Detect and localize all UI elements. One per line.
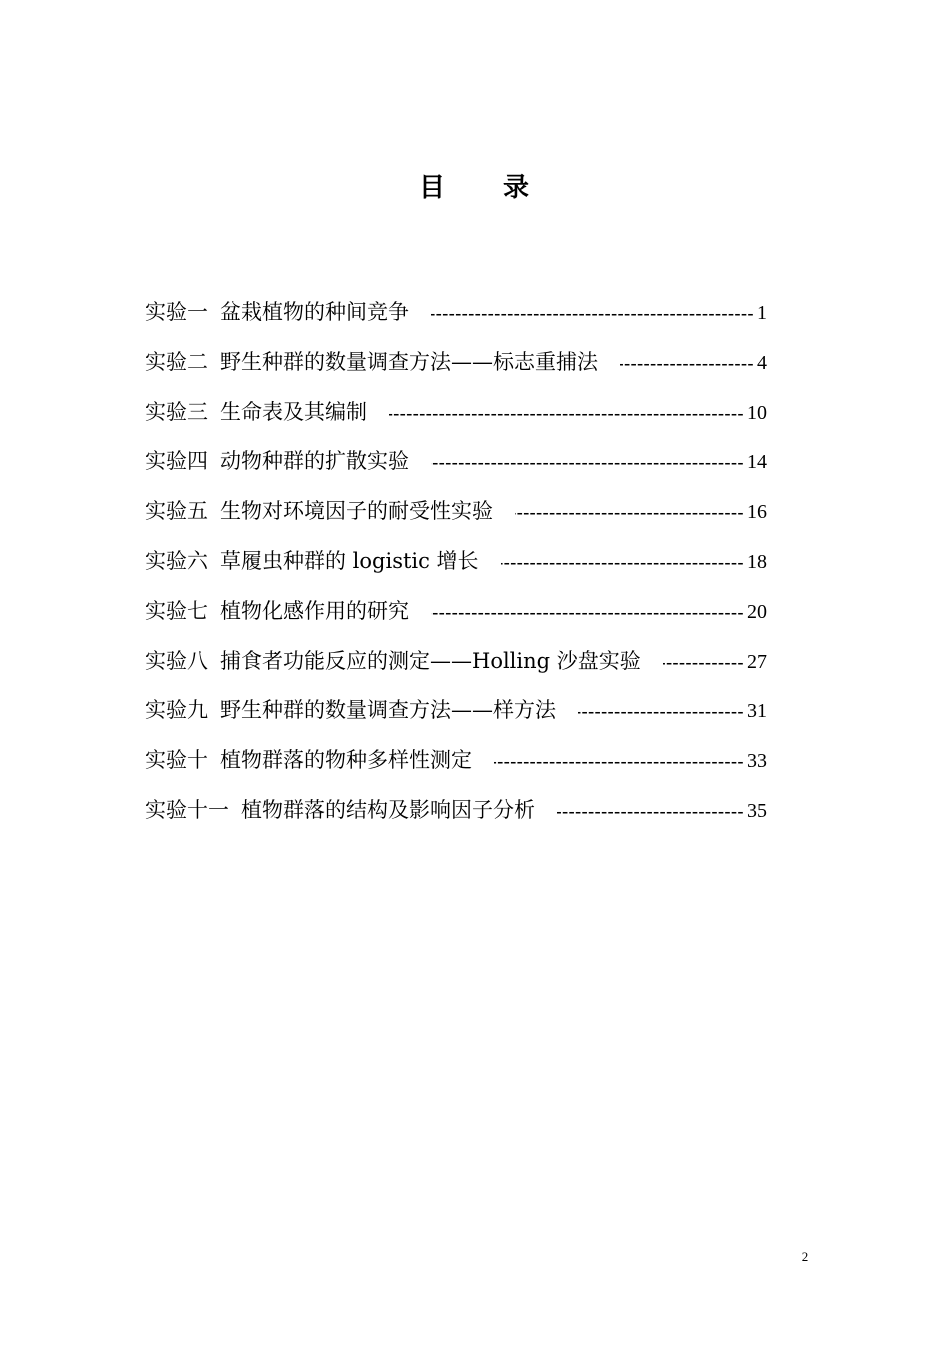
toc-entry-label bbox=[145, 292, 431, 332]
toc-entry-number: 实验十 bbox=[145, 748, 208, 773]
toc-entry-label bbox=[145, 392, 389, 432]
toc-entry-label bbox=[145, 342, 620, 382]
toc-entry[interactable] bbox=[145, 342, 767, 392]
toc-entry[interactable] bbox=[145, 690, 767, 740]
toc-dot-leader bbox=[431, 293, 754, 333]
table-of-contents bbox=[145, 292, 767, 840]
toc-dot-leader bbox=[431, 442, 744, 482]
toc-entry-number: 实验一 bbox=[145, 300, 208, 324]
toc-entry[interactable] bbox=[145, 740, 767, 790]
toc-entry-number: 实验九 bbox=[145, 698, 208, 723]
toc-entry-number: 实验五 bbox=[145, 499, 208, 524]
toc-title: 目 录 bbox=[418, 173, 531, 203]
toc-entry[interactable] bbox=[145, 392, 767, 442]
toc-dot-leader bbox=[557, 791, 744, 831]
toc-dot-leader bbox=[431, 592, 744, 632]
toc-entry-title: 植物群落的物种多样性测定 bbox=[220, 748, 472, 773]
toc-entry[interactable] bbox=[145, 541, 767, 591]
toc-dot-leader bbox=[494, 741, 744, 781]
toc-entry-title: 生物对环境因子的耐受性实验 bbox=[220, 499, 493, 524]
toc-dot-leader bbox=[578, 691, 744, 731]
toc-dot-leader bbox=[515, 492, 744, 532]
toc-dot-leader bbox=[389, 393, 744, 433]
toc-entry-page: 35 bbox=[747, 799, 767, 822]
toc-entry-label bbox=[145, 740, 494, 780]
toc-dot-leader bbox=[501, 542, 744, 582]
toc-entry-number: 实验七 bbox=[145, 598, 208, 623]
toc-entry-page: 4 bbox=[757, 351, 767, 374]
toc-entry-page: 18 bbox=[747, 550, 767, 573]
toc-entry-label bbox=[145, 690, 578, 730]
toc-entry[interactable] bbox=[145, 790, 767, 840]
toc-entry-number: 实验三 bbox=[145, 399, 208, 424]
toc-entry-page: 14 bbox=[747, 451, 767, 474]
toc-entry-number: 实验八 bbox=[145, 648, 208, 673]
toc-entry-title: 野生种群的数量调查方法——标志重捕法 bbox=[220, 349, 598, 374]
toc-entry-title: 植物群落的结构及影响因子分析 bbox=[241, 797, 535, 822]
toc-entry-number: 实验二 bbox=[145, 349, 208, 374]
toc-entry-label bbox=[145, 641, 663, 681]
toc-entry[interactable] bbox=[145, 292, 767, 342]
toc-entry-label bbox=[145, 790, 557, 830]
toc-entry-page: 31 bbox=[747, 700, 767, 723]
toc-entry-label bbox=[145, 491, 515, 531]
toc-entry-title: 野生种群的数量调查方法——样方法 bbox=[220, 698, 556, 723]
toc-entry[interactable] bbox=[145, 641, 767, 691]
toc-entry-title: 植物化感作用的研究 bbox=[220, 598, 409, 623]
toc-entry-page: 20 bbox=[747, 600, 767, 623]
toc-entry-number: 实验四 bbox=[145, 449, 208, 474]
toc-entry-label bbox=[145, 541, 501, 581]
toc-entry-label bbox=[145, 591, 431, 631]
toc-entry-title: 捕食者功能反应的测定——Holling 沙盘实验 bbox=[220, 648, 641, 673]
toc-entry-title: 动物种群的扩散实验 bbox=[220, 449, 409, 474]
toc-entry-title: 草履虫种群的 logistic 增长 bbox=[220, 548, 479, 573]
toc-entry-number: 实验十一 bbox=[145, 797, 229, 822]
toc-entry[interactable] bbox=[145, 491, 767, 541]
toc-entry-title: 生命表及其编制 bbox=[220, 399, 367, 424]
toc-entry-label bbox=[145, 441, 431, 481]
toc-entry[interactable] bbox=[145, 591, 767, 641]
toc-entry-number: 实验六 bbox=[145, 548, 208, 573]
toc-entry-page: 16 bbox=[747, 501, 767, 524]
toc-entry-title: 盆栽植物的种间竞争 bbox=[220, 300, 409, 324]
toc-entry-page: 10 bbox=[747, 401, 767, 424]
toc-entry-page: 27 bbox=[747, 650, 767, 673]
toc-entry-page: 33 bbox=[747, 750, 767, 773]
toc-entry[interactable] bbox=[145, 441, 767, 491]
toc-dot-leader bbox=[620, 343, 754, 383]
page-number: 2 bbox=[801, 1249, 809, 1264]
toc-dot-leader bbox=[663, 642, 744, 682]
toc-entry-page: 1 bbox=[757, 302, 767, 324]
